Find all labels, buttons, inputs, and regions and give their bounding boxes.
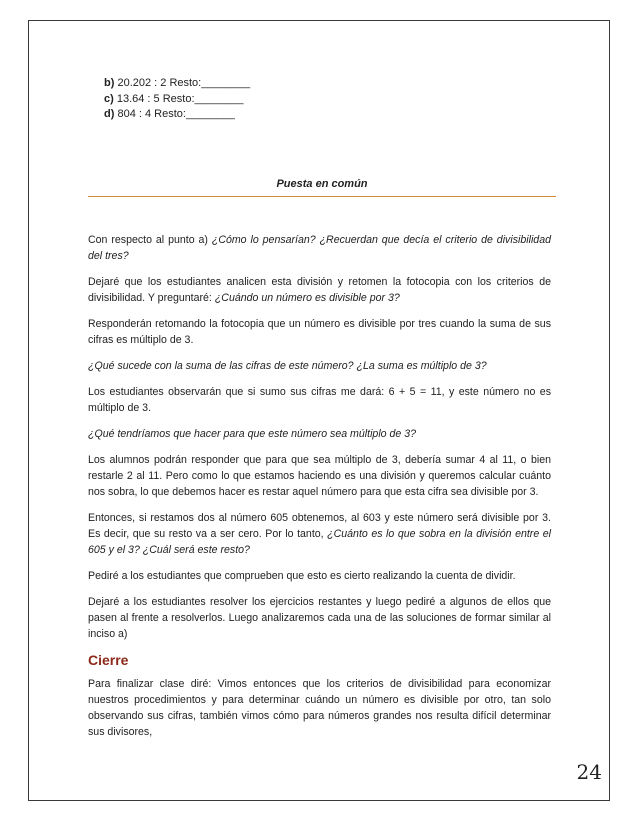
exercise-c xyxy=(104,92,250,108)
paragraph: Los alumnos podrán responder que para que sea múltiplo de 3, debería sumar 4 al 11, o bien restarle 2 al 11. Pero como lo que estamos haciendo es una división y queremos calcular cuánto nos sobra, lo que debemos hacer es restar aquel número para que esta cifra sea divisible por 3. xyxy=(88,454,551,498)
question-text: ¿Cuándo un número es divisible por 3? xyxy=(214,292,400,304)
paragraph: Dejaré a los estudiantes resolver los ejercicios restantes y luego pediré a algunos de ellos que pasen al frente a resolverlos. Luego analizaremos cada una de las soluciones de formar similar al inciso a) xyxy=(88,596,551,640)
exercise-b xyxy=(104,76,250,92)
paragraph-text: Dejaré que los estudiantes analicen esta división y retomen la fotocopia con los criterios de divisibilidad. Y preguntaré: xyxy=(88,276,551,304)
paragraph xyxy=(88,358,551,374)
paragraph xyxy=(88,232,551,264)
paragraph xyxy=(88,510,551,558)
exercise-d xyxy=(104,107,250,123)
exercise-letter: b) xyxy=(104,77,115,89)
closing-heading: Cierre xyxy=(88,652,129,668)
paragraph xyxy=(88,426,551,442)
page-number: 24 xyxy=(576,760,602,784)
main-content xyxy=(88,232,551,750)
paragraph: Pediré a los estudiantes que comprueben que esto es cierto realizando la cuenta de dividir. xyxy=(88,570,516,582)
question-text: ¿Qué tendríamos que hacer para que este número sea múltiplo de 3? xyxy=(88,428,417,440)
exercise-letter: d) xyxy=(104,108,115,120)
question-text: ¿Qué sucede con la suma de las cifras de este número? ¿La suma es múltiplo de 3? xyxy=(88,360,487,372)
exercise-text: 13.64 : 5 Resto:________ xyxy=(116,92,244,105)
closing-paragraph: Para finalizar clase diré: Vimos entonces que los criterios de divisibilidad para economizar nuestros procedimientos y para determinar cuándo un número es divisible por otro, tan solo observando sus cifras, también vimos cómo para números grandes nos resulta difícil determinar sus divisores, xyxy=(88,678,551,738)
exercise-letter: c) xyxy=(104,92,114,105)
section-divider xyxy=(88,196,556,197)
exercise-text: 804 : 4 Resto:________ xyxy=(117,108,235,120)
paragraph: Los estudiantes observarán que si sumo sus cifras me dará: 6 + 5 = 11, y este número no es múltiplo de 3. xyxy=(88,386,551,414)
paragraph-text: Entonces, si restamos dos al número 605 obtenemos, al 603 y este número será divisible por 3. Es decir, que su resto va a ser cero. Por lo tanto, xyxy=(88,512,551,540)
paragraph: Responderán retomando la fotocopia que un número es divisible por tres cuando la suma de sus cifras es múltiplo de 3. xyxy=(88,318,551,346)
question-text: ¿Cómo lo pensarían? ¿Recuerdan que decía el criterio de divisibilidad del tres? xyxy=(88,234,551,262)
paragraph xyxy=(88,274,551,306)
exercise-text: 20.202 : 2 Resto:________ xyxy=(117,77,251,89)
exercise-list xyxy=(104,76,250,123)
paragraph-text: Con respecto al punto a) xyxy=(88,234,212,246)
section-title: Puesta en común xyxy=(276,178,368,190)
question-text: ¿Cuánto es lo que sobra en la división entre el 605 y el 3? ¿Cuál será este resto? xyxy=(88,528,551,556)
